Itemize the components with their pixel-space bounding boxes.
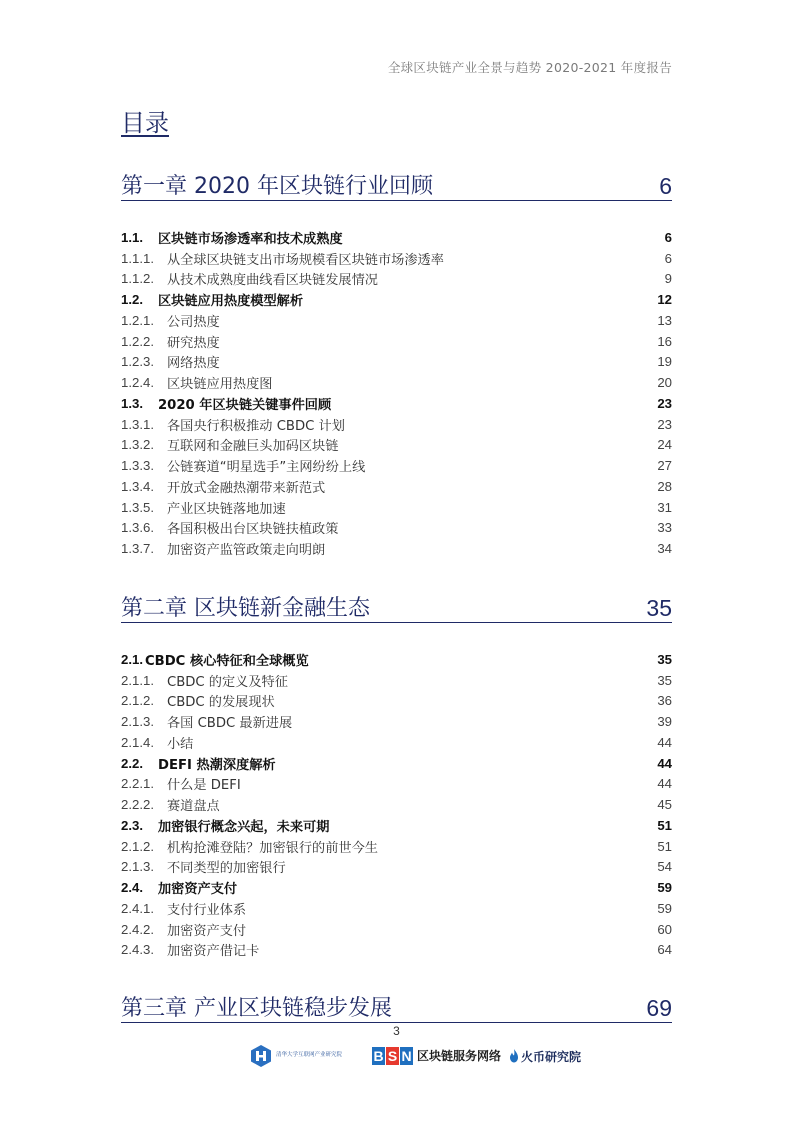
toc-entry-page: 28 bbox=[657, 478, 672, 494]
toc-entry-text: 加密资产借记卡 bbox=[167, 944, 260, 960]
toc-entry-label bbox=[121, 733, 193, 752]
toc-entry-text: CBDC 核心特征和全球概览 bbox=[145, 653, 309, 669]
toc-subsection-entry[interactable] bbox=[121, 497, 672, 518]
toc-entry-number: 2.1.3. bbox=[121, 859, 154, 875]
toc-section-entry[interactable] bbox=[121, 393, 672, 414]
toc-entry-label bbox=[121, 394, 331, 413]
toc-entry-number: 2.3. bbox=[121, 817, 143, 833]
toc-entry-label bbox=[121, 795, 220, 814]
toc-subsection-entry[interactable] bbox=[121, 857, 672, 878]
toc-subsection-entry[interactable] bbox=[121, 269, 672, 290]
toc-entry-page: 54 bbox=[657, 859, 672, 875]
toc-entry-page: 36 bbox=[657, 693, 672, 709]
toc-entry-page: 35 bbox=[657, 672, 672, 688]
toc-subsection-entry[interactable] bbox=[121, 414, 672, 435]
toc-entry-number: 2.1.2. bbox=[121, 693, 154, 709]
chapter-title: 第一章 2020 年区块链行业回顾 bbox=[121, 174, 433, 199]
toc-section-entry[interactable] bbox=[121, 227, 672, 248]
toc-entry-page: 34 bbox=[657, 541, 672, 557]
toc-entry-page: 19 bbox=[657, 354, 672, 370]
toc-entry-page: 35 bbox=[657, 651, 672, 667]
toc-entry-number: 2.1.1. bbox=[121, 672, 154, 688]
toc-subsection-entry[interactable] bbox=[121, 538, 672, 559]
toc-entry-number: 1.3.4. bbox=[121, 478, 154, 494]
toc-entry-page: 59 bbox=[657, 900, 672, 916]
toc-entry-page: 51 bbox=[657, 817, 672, 833]
toc-entry-label bbox=[121, 899, 246, 918]
toc-entry-page: 44 bbox=[657, 776, 672, 792]
toc-entry-label bbox=[121, 498, 286, 517]
toc-section-entry[interactable] bbox=[121, 289, 672, 310]
toc-subsection-entry[interactable] bbox=[121, 691, 672, 712]
bsn-letter-n: N bbox=[401, 1048, 412, 1064]
toc-subsection-entry[interactable] bbox=[121, 898, 672, 919]
toc-entry-number: 1.3.6. bbox=[121, 520, 154, 536]
toc-entry-number: 2.4.1. bbox=[121, 900, 154, 916]
toc-subsection-entry[interactable] bbox=[121, 372, 672, 393]
bsn-letter-s: S bbox=[387, 1048, 398, 1064]
toc-entry-text: 加密资产支付 bbox=[167, 923, 247, 939]
toc-subsection-entry[interactable] bbox=[121, 248, 672, 269]
toc-entry-text: 公链赛道“明星选手”主网纷纷上线 bbox=[167, 460, 366, 476]
toc-entry-text: 网络热度 bbox=[167, 356, 220, 372]
toc-entry-page: 12 bbox=[657, 292, 672, 308]
toc-entry-text: 机构抢滩登陆？加密银行的前世今生 bbox=[167, 840, 378, 856]
toc-entry-number: 1.2.3. bbox=[121, 354, 154, 370]
toc-entry-text: CBDC 的定义及特征 bbox=[167, 674, 288, 690]
toc-subsection-entry[interactable] bbox=[121, 774, 672, 795]
toc-entry-page: 60 bbox=[657, 921, 672, 937]
toc-entry-number: 1.3.2. bbox=[121, 437, 154, 453]
toc-entry-page: 31 bbox=[657, 499, 672, 515]
toc-entry-page: 44 bbox=[657, 734, 672, 750]
toc-entry-page: 44 bbox=[657, 755, 672, 771]
toc-entry-text: 加密资产支付 bbox=[158, 882, 238, 898]
toc-entry-label bbox=[121, 456, 365, 475]
toc-entry-number: 2.1.4. bbox=[121, 734, 154, 750]
toc-entry-number: 1.2.4. bbox=[121, 375, 154, 391]
bsn-name: 区块链服务网络 bbox=[417, 1049, 502, 1063]
toc-entry-page: 51 bbox=[657, 838, 672, 854]
toc-entry-page: 9 bbox=[664, 271, 672, 287]
toc-entry-text: 什么是 DEFI bbox=[167, 778, 241, 794]
toc-entry-number: 1.3.5. bbox=[121, 499, 154, 515]
toc-entry-text: 不同类型的加密银行 bbox=[167, 861, 286, 877]
toc-entry-number: 1.2.2. bbox=[121, 333, 154, 349]
toc-entry-number: 2.1.2. bbox=[121, 838, 154, 854]
toc-entry-number: 2.2.1. bbox=[121, 776, 154, 792]
toc-entry-label bbox=[121, 415, 345, 434]
toc-entry-page: 45 bbox=[657, 797, 672, 813]
toc-entry-label bbox=[121, 671, 288, 690]
toc-entry-label bbox=[121, 228, 343, 247]
toc-entry-page: 6 bbox=[664, 229, 672, 245]
toc-subsection-entry[interactable] bbox=[121, 919, 672, 940]
toc-entry-label bbox=[121, 878, 237, 897]
toc-entry-label bbox=[121, 373, 273, 392]
toc-entry-page: 64 bbox=[657, 942, 672, 958]
toc-entry-label bbox=[121, 774, 241, 793]
toc-entry-text: 互联网和金融巨头加码区块链 bbox=[167, 439, 339, 455]
toc-subsection-entry[interactable] bbox=[121, 836, 672, 857]
toc-entry-label bbox=[121, 435, 338, 454]
tsinghua-institute-logo bbox=[250, 1044, 364, 1068]
toc-entry-number: 2.2. bbox=[121, 755, 143, 771]
running-header: 全球区块链产业全景与趋势 2020-2021 年度报告 bbox=[387, 60, 672, 75]
toc-entry-text: 开放式金融热潮带来新范式 bbox=[167, 480, 326, 496]
toc-entry-label bbox=[121, 290, 303, 309]
toc-entry-number: 2.4.3. bbox=[121, 942, 154, 958]
toc-entry-text: 支付行业体系 bbox=[167, 902, 247, 918]
toc-entry-page: 59 bbox=[657, 880, 672, 896]
toc-entry-page: 23 bbox=[657, 416, 672, 432]
toc-entry-text: 区块链应用热度图 bbox=[167, 377, 273, 393]
toc-entry-label bbox=[121, 249, 444, 268]
toc-entry-page: 20 bbox=[657, 375, 672, 391]
toc-entry-number: 1.3. bbox=[121, 395, 143, 411]
toc-entry-text: 从技术成熟度曲线看区块链发展情况 bbox=[167, 273, 378, 289]
toc-entry-label bbox=[121, 837, 378, 856]
toc-entry-label bbox=[121, 940, 259, 959]
toc-entry-text: 区块链市场渗透率和技术成熟度 bbox=[158, 231, 343, 247]
toc-title[interactable]: 目录 bbox=[121, 109, 169, 137]
toc-entry-text: 2020 年区块链关键事件回顾 bbox=[158, 397, 332, 413]
toc-subsection-entry[interactable] bbox=[121, 711, 672, 732]
toc-entry-number: 1.3.1. bbox=[121, 416, 154, 432]
toc-entry-page: 16 bbox=[657, 333, 672, 349]
toc-entry-page: 13 bbox=[657, 312, 672, 328]
toc-entry-number: 2.4.2. bbox=[121, 921, 154, 937]
toc-entry-label bbox=[121, 691, 275, 710]
toc-entry-number: 1.1.1. bbox=[121, 250, 154, 266]
toc-subsection-entry[interactable] bbox=[121, 732, 672, 753]
huobi-research-logo bbox=[509, 1048, 581, 1065]
toc-subsection-entry[interactable] bbox=[121, 518, 672, 539]
toc-entry-text: 小结 bbox=[167, 736, 194, 752]
toc-entry-text: 加密银行概念兴起，未来可期 bbox=[158, 819, 330, 835]
bsn-letter-b: B bbox=[373, 1048, 384, 1064]
toc-subsection-entry[interactable] bbox=[121, 670, 672, 691]
toc-entry-page: 23 bbox=[657, 395, 672, 411]
toc-entry-number: 1.2.1. bbox=[121, 312, 154, 328]
toc-section-entry[interactable] bbox=[121, 815, 672, 836]
toc-entry-text: 各国 CBDC 最新进展 bbox=[167, 716, 293, 732]
toc-entry-label bbox=[121, 920, 246, 939]
toc-entry-number: 1.2. bbox=[121, 292, 143, 308]
chapter-heading[interactable] bbox=[121, 988, 672, 1023]
toc-entry-number: 1.3.7. bbox=[121, 541, 154, 557]
toc-entry-label bbox=[121, 712, 292, 731]
chapter-heading[interactable] bbox=[121, 166, 672, 201]
chapter-page-number: 35 bbox=[646, 595, 672, 621]
chapter-heading[interactable] bbox=[121, 588, 672, 623]
toc-entry-number: 2.4. bbox=[121, 880, 143, 896]
toc-entry-label bbox=[121, 477, 325, 496]
toc-entry-label bbox=[121, 650, 309, 669]
toc-entry-label bbox=[121, 857, 286, 876]
toc-entry-text: 从全球区块链支出市场规模看区块链市场渗透率 bbox=[167, 252, 444, 268]
chapter-page-number: 69 bbox=[646, 995, 672, 1021]
toc-entry-text: 公司热度 bbox=[167, 314, 220, 330]
toc-entry-label bbox=[121, 816, 329, 835]
toc-entry-number: 2.1.3. bbox=[121, 714, 154, 730]
toc-entry-number: 1.1.2. bbox=[121, 271, 154, 287]
toc-subsection-entry[interactable] bbox=[121, 352, 672, 373]
toc-entry-page: 33 bbox=[657, 520, 672, 536]
chapter-title: 第三章 产业区块链稳步发展 bbox=[121, 996, 392, 1021]
toc-entry-list bbox=[121, 649, 672, 960]
toc-subsection-entry[interactable] bbox=[121, 435, 672, 456]
toc-entry-label bbox=[121, 518, 338, 537]
toc-section-entry[interactable] bbox=[121, 877, 672, 898]
toc-subsection-entry[interactable] bbox=[121, 940, 672, 961]
toc-entry-list bbox=[121, 227, 672, 559]
toc-entry-text: 加密资产监管政策走向明朗 bbox=[167, 543, 326, 559]
toc-entry-label bbox=[121, 754, 276, 773]
bsn-logo bbox=[372, 1047, 501, 1065]
toc-entry-page: 39 bbox=[657, 714, 672, 730]
toc-entry-number: 2.1. bbox=[121, 651, 143, 667]
institute-emblem-icon bbox=[250, 1044, 272, 1068]
toc-entry-text: 赛道盘点 bbox=[167, 799, 220, 815]
toc-entry-text: CBDC 的发展现状 bbox=[167, 695, 275, 711]
toc-entry-text: 研究热度 bbox=[167, 335, 220, 351]
flame-icon bbox=[509, 1049, 519, 1063]
toc-entry-number: 2.2.2. bbox=[121, 797, 154, 813]
toc-subsection-entry[interactable] bbox=[121, 455, 672, 476]
toc-section-entry[interactable] bbox=[121, 753, 672, 774]
toc-entry-page: 24 bbox=[657, 437, 672, 453]
huobi-name: 火币研究院 bbox=[521, 1049, 582, 1064]
toc-entry-label bbox=[121, 311, 220, 330]
toc-entry-label bbox=[121, 352, 220, 371]
toc-section-entry[interactable] bbox=[121, 649, 672, 670]
toc-entry-page: 27 bbox=[657, 458, 672, 474]
chapter-title: 第二章 区块链新金融生态 bbox=[121, 596, 370, 621]
toc-entry-text: DEFI 热潮深度解析 bbox=[158, 757, 276, 773]
toc-entry-label bbox=[121, 332, 220, 351]
toc-entry-text: 各国央行积极推动 CBDC 计划 bbox=[167, 418, 345, 434]
toc-entry-text: 区块链应用热度模型解析 bbox=[158, 294, 304, 310]
toc-entry-number: 1.3.3. bbox=[121, 458, 154, 474]
toc-entry-label bbox=[121, 269, 378, 288]
institute-name: 清华大学互联网产业研究院 bbox=[276, 1052, 343, 1059]
footer-logos bbox=[250, 1041, 581, 1071]
toc-subsection-entry[interactable] bbox=[121, 331, 672, 352]
toc-subsection-entry[interactable] bbox=[121, 310, 672, 331]
toc-entry-label bbox=[121, 539, 325, 558]
toc-subsection-entry[interactable] bbox=[121, 794, 672, 815]
page-number: 3 bbox=[393, 1024, 400, 1038]
chapter-page-number: 6 bbox=[659, 173, 672, 199]
toc-subsection-entry[interactable] bbox=[121, 476, 672, 497]
toc-entry-text: 产业区块链落地加速 bbox=[167, 501, 286, 517]
toc-entry-text: 各国积极出台区块链扶植政策 bbox=[167, 522, 339, 538]
toc-entry-number: 1.1. bbox=[121, 229, 143, 245]
toc-entry-page: 6 bbox=[664, 250, 672, 266]
